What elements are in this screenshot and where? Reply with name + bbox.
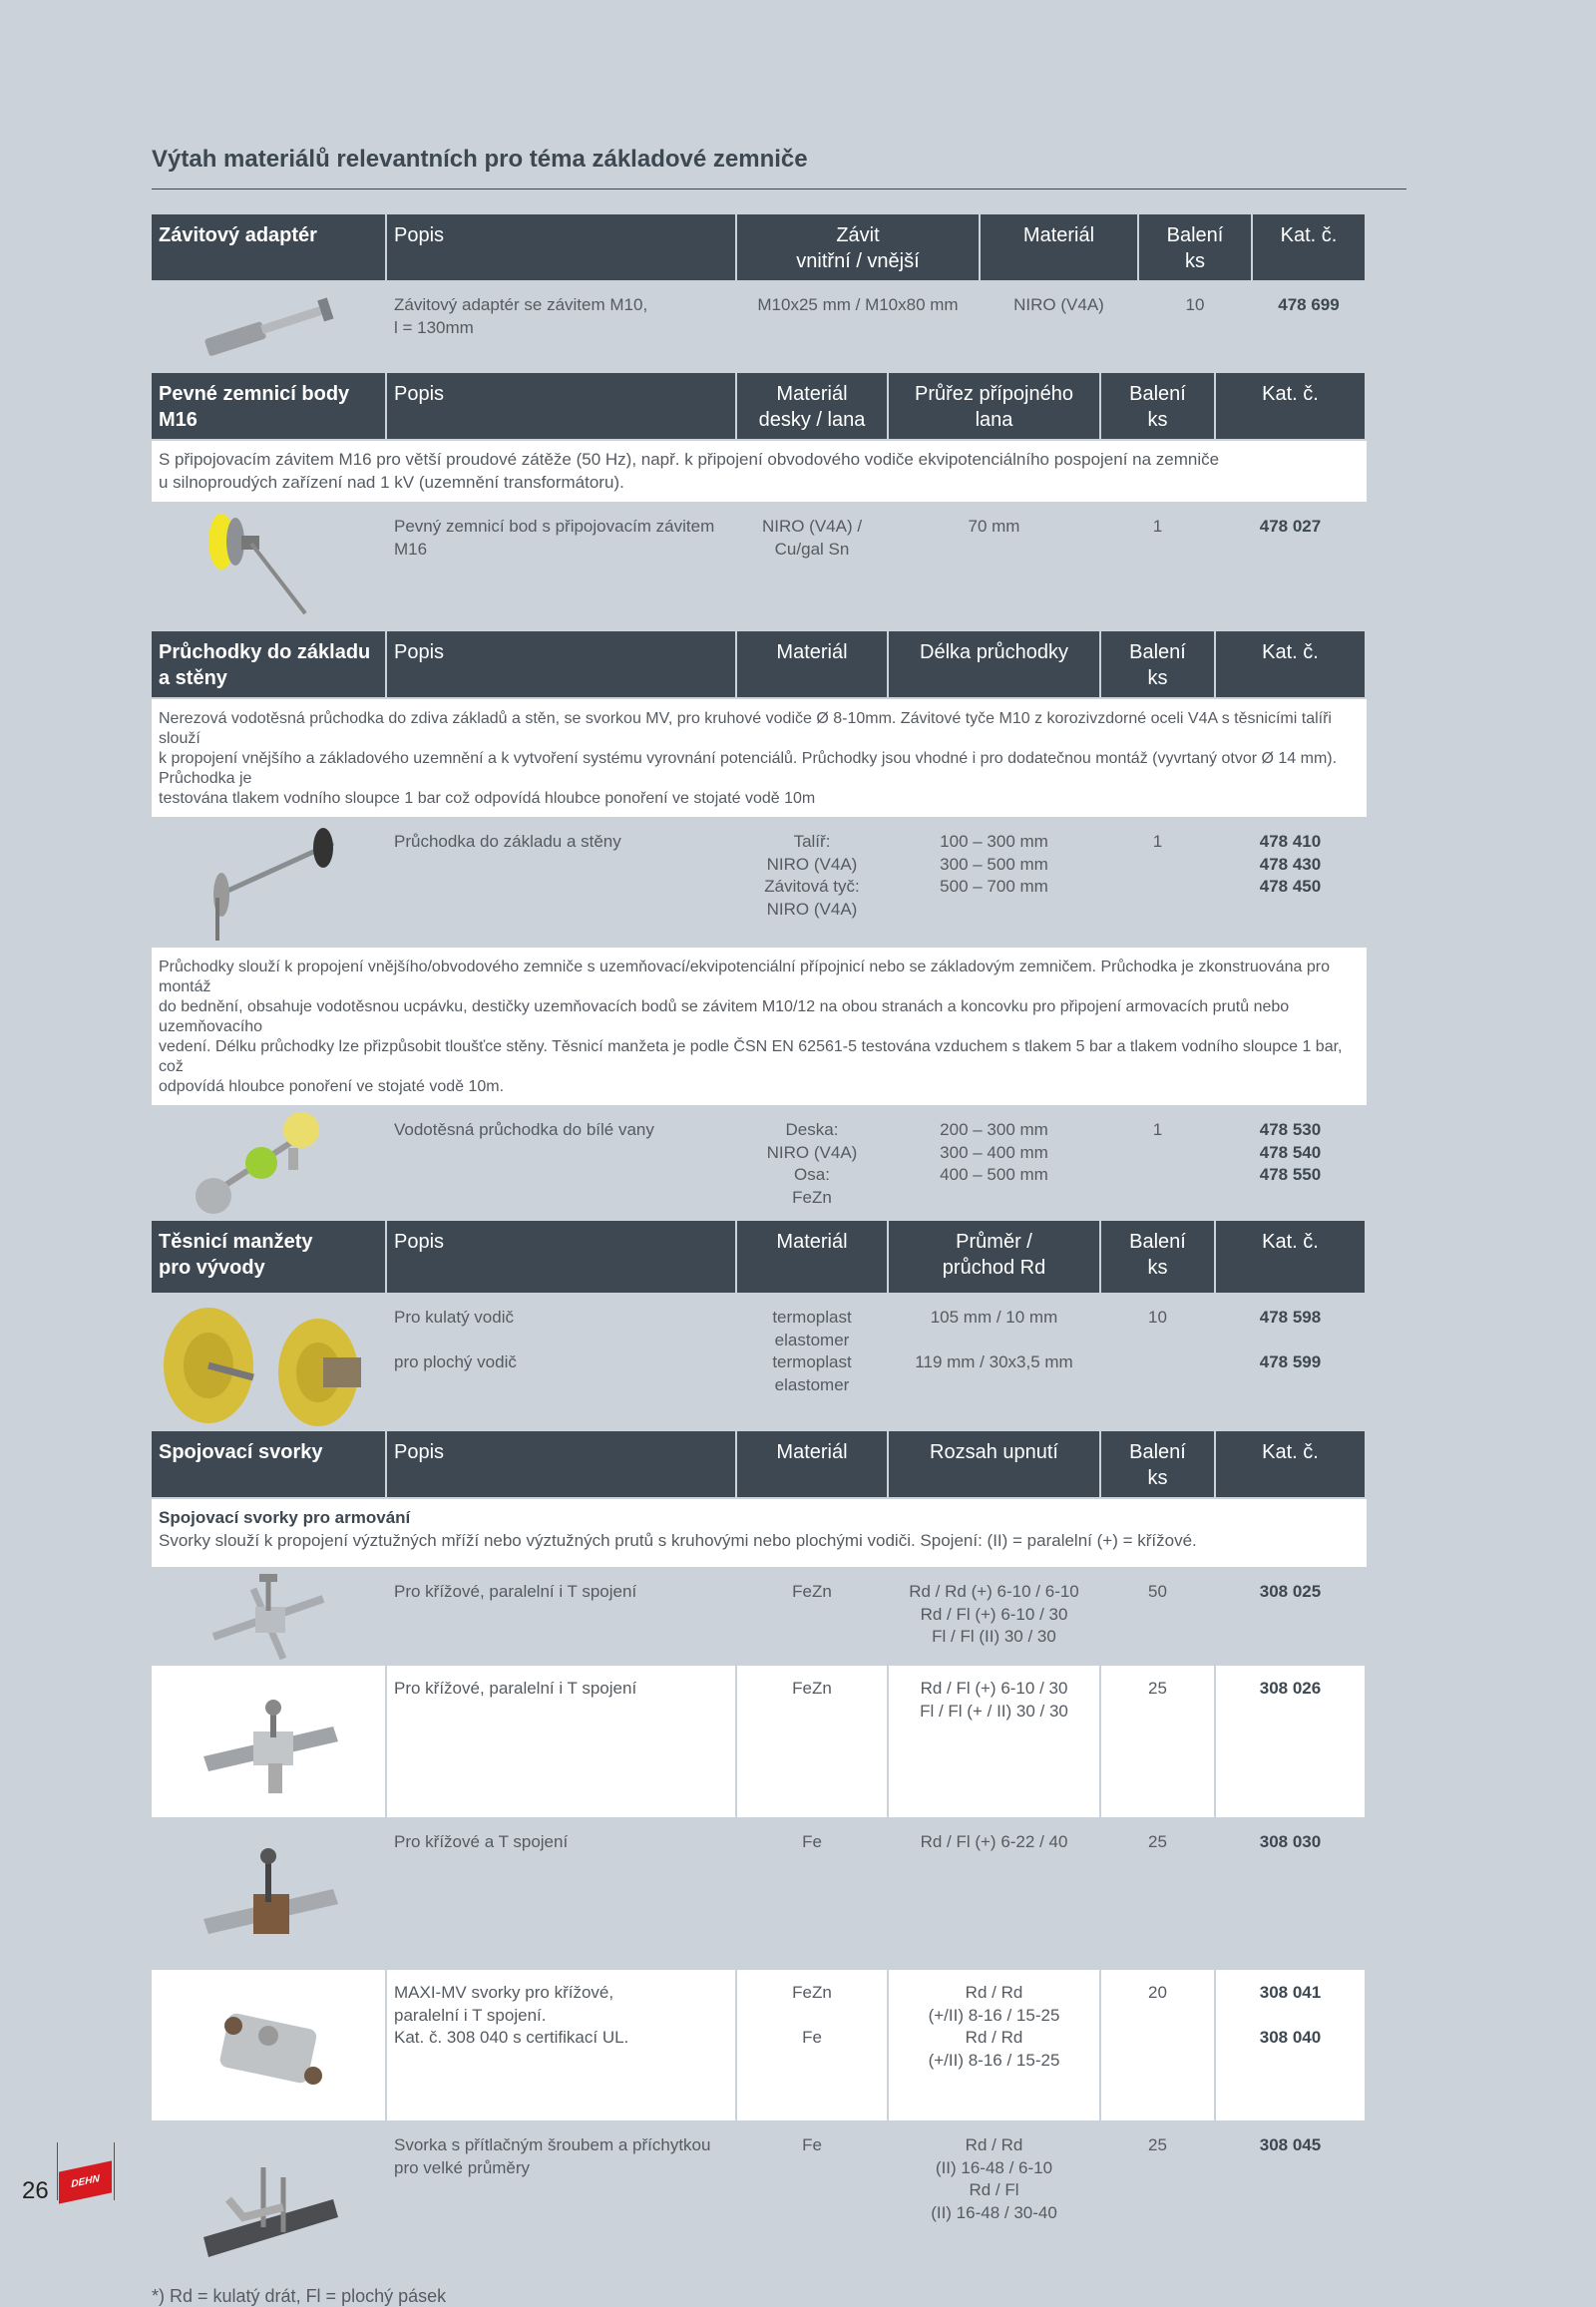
material-cell: Deska: NIRO (V4A) Osa: FeZn (737, 1107, 887, 1219)
table-row (152, 282, 1367, 371)
catalog-number-cell: 478 699 (1253, 282, 1365, 371)
spec-cell: NIRO (V4A) (981, 282, 1137, 371)
section-title: Pevné zemnicí body M16 (152, 373, 385, 439)
description-cell: Svorka s přítlačným šroubem a příchytkou pro velké průměry (387, 2122, 735, 2272)
description-cell: Průchodka do základu a stěny (387, 819, 735, 946)
col-spec: Rozsah upnutí (889, 1431, 1099, 1497)
col-material: Závit vnitřní / vnější (737, 214, 979, 280)
table-header (152, 373, 1367, 439)
table-row (152, 1970, 1367, 2120)
table-row (152, 1107, 1367, 1219)
col-spec: Materiál (981, 214, 1137, 280)
description-cell: Pro křížové a T spojení (387, 1819, 735, 1968)
spec-cell: 105 mm / 10 mm 119 mm / 30x3,5 mm (889, 1295, 1099, 1429)
description-cell: Pevný zemnicí bod s připojovacím závitem M16 (387, 504, 735, 629)
col-material: Materiál (737, 631, 887, 697)
description-title: Spojovací svorky pro armování (159, 1508, 411, 1527)
col-popis: Popis (387, 1221, 735, 1293)
package-qty-cell: 25 (1101, 1819, 1214, 1968)
product-tables (152, 214, 1367, 2307)
section (152, 1431, 1367, 2272)
pressure-screw-clamp-icon (152, 2122, 385, 2272)
section-title: Těsnicí manžety pro vývody (152, 1221, 385, 1293)
material-cell: termoplast elastomer termoplast elastomer (737, 1295, 887, 1429)
table-header (152, 1221, 1367, 1293)
col-kat: Kat. č. (1216, 631, 1365, 697)
section (152, 214, 1367, 371)
catalog-number-cell: 478 530 478 540 478 550 (1216, 1107, 1365, 1219)
col-baleni: Balení ks (1101, 1431, 1214, 1497)
col-kat: Kat. č. (1216, 373, 1365, 439)
package-qty-cell: 20 (1101, 1970, 1214, 2120)
sections-host (152, 214, 1367, 2272)
description-cell: Pro křížové, paralelní i T spojení (387, 1666, 735, 1817)
wall-bushing-icon (152, 819, 385, 946)
table-row (152, 1819, 1367, 1968)
col-baleni: Balení ks (1139, 214, 1251, 280)
description-text: S připojovacím závitem M16 pro větší proudové zátěže (50 Hz), např. k připojení obvodového vodiče ekvipotenciálního pospojení na zemniče u silnoproudých zařízení nad 1 kV (uzemnění transformátoru). (159, 450, 1220, 492)
table-row (152, 1295, 1367, 1429)
catalog-number-cell: 308 045 (1216, 2122, 1365, 2272)
section (152, 373, 1367, 629)
col-popis: Popis (387, 631, 735, 697)
section-description (152, 699, 1367, 817)
section-description (152, 948, 1367, 1105)
package-qty-cell: 1 (1101, 504, 1214, 629)
material-cell: M10x25 mm / M10x80 mm (737, 282, 979, 371)
spec-cell: 200 – 300 mm 300 – 400 mm 400 – 500 mm (889, 1107, 1099, 1219)
title-divider (152, 189, 1406, 190)
spec-cell: 100 – 300 mm 300 – 500 mm 500 – 700 mm (889, 819, 1099, 946)
cross-t-clamp-icon (152, 1819, 385, 1968)
catalog-number-cell: 308 041 308 040 (1216, 1970, 1365, 2120)
table-row (152, 504, 1367, 629)
catalog-number-cell: 478 410 478 430 478 450 (1216, 819, 1365, 946)
col-baleni: Balení ks (1101, 373, 1214, 439)
col-material: Materiál (737, 1221, 887, 1293)
description-cell: Pro kulatý vodič pro plochý vodič (387, 1295, 735, 1429)
table-row (152, 819, 1367, 946)
catalog-number-cell: 478 598 478 599 (1216, 1295, 1365, 1429)
description-cell: Vodotěsná průchodka do bílé vany (387, 1107, 735, 1219)
table-header (152, 1431, 1367, 1497)
sealing-collar-icon (152, 1295, 385, 1429)
spec-cell: Rd / Rd (II) 16-48 / 6-10 Rd / Fl (II) 16-48 / 30-40 (889, 2122, 1099, 2272)
section (152, 631, 1367, 1219)
earthing-point-icon (152, 504, 385, 629)
material-cell: Fe (737, 1819, 887, 1968)
divider (57, 2142, 58, 2200)
table-header (152, 214, 1367, 280)
col-baleni: Balení ks (1101, 631, 1214, 697)
flat-strip-clamp-icon (152, 1666, 385, 1817)
col-kat: Kat. č. (1253, 214, 1365, 280)
section (152, 1221, 1367, 1429)
spec-cell: Rd / Fl (+) 6-10 / 30 Fl / Fl (+ / II) 30 / 30 (889, 1666, 1099, 1817)
package-qty-cell: 25 (1101, 2122, 1214, 2272)
table-header (152, 631, 1367, 697)
material-cell: Talíř: NIRO (V4A) Závitová tyč: NIRO (V4A) (737, 819, 887, 946)
package-qty-cell: 25 (1101, 1666, 1214, 1817)
spec-cell: Rd / Fl (+) 6-22 / 40 (889, 1819, 1099, 1968)
col-baleni: Balení ks (1101, 1221, 1214, 1293)
col-spec: Průřez přípojného lana (889, 373, 1099, 439)
description-text: Svorky slouží k propojení výztužných mříží nebo výztužných prutů s kruhovými nebo plochými vodiči. Spojení: (II) = paralelní (+) = křížové. (159, 1530, 1197, 1550)
white-tank-bushing-icon (152, 1107, 385, 1219)
package-qty-cell: 10 (1139, 282, 1251, 371)
col-material: Materiál desky / lana (737, 373, 887, 439)
col-kat: Kat. č. (1216, 1431, 1365, 1497)
package-qty-cell: 10 (1101, 1295, 1214, 1429)
description-cell: MAXI-MV svorky pro křížové, paralelní i T spojení. Kat. č. 308 040 s certifikací UL. (387, 1970, 735, 2120)
section-title: Spojovací svorky (152, 1431, 385, 1497)
description-cell: Závitový adaptér se závitem M10, l = 130mm (387, 282, 735, 371)
maxi-mv-clamp-icon (152, 1970, 385, 2120)
spec-cell: 70 mm (889, 504, 1099, 629)
description-text: Nerezová vodotěsná průchodka do zdiva základů a stěn, se svorkou MV, pro kruhové vodiče Ø 8-10mm. Závitové tyče M10 z korozivzdorné oceli V4A s těsnicími talíři slouží k propojení vnějšího a základového uzemnění a k vytvoření systému vyrovnání potenciálů. Průchodky jsou vhodné i pro dodatečnou montáž (vyvrtaný otvor Ø 14 mm). Průchodka je testována tlakem vodního sloupce 1 bar což odpovídá hloubce ponoření ve stojaté vodě 10m (159, 710, 1338, 807)
dehn-logo: DEHN (59, 2160, 112, 2203)
package-qty-cell: 1 (1101, 1107, 1214, 1219)
col-popis: Popis (387, 214, 735, 280)
package-qty-cell: 1 (1101, 819, 1214, 946)
catalog-number-cell: 308 030 (1216, 1819, 1365, 1968)
section-description (152, 441, 1367, 502)
section-title: Průchodky do základu a stěny (152, 631, 385, 697)
col-kat: Kat. č. (1216, 1221, 1365, 1293)
material-cell: FeZn Fe (737, 1970, 887, 2120)
section-title: Závitový adaptér (152, 214, 385, 280)
page-title: Výtah materiálů relevantních pro téma základové zemniče (152, 146, 808, 173)
table-row (152, 1569, 1367, 1664)
spec-cell: Rd / Rd (+) 6-10 / 6-10 Rd / Fl (+) 6-10 / 30 Fl / Fl (II) 30 / 30 (889, 1569, 1099, 1664)
catalog-number-cell: 308 026 (1216, 1666, 1365, 1817)
cross-clamp-icon (152, 1569, 385, 1664)
table-row (152, 1666, 1367, 1817)
col-spec: Délka průchodky (889, 631, 1099, 697)
col-popis: Popis (387, 373, 735, 439)
col-material: Materiál (737, 1431, 887, 1497)
material-cell: FeZn (737, 1569, 887, 1664)
threaded-adapter-icon (152, 282, 385, 371)
material-cell: FeZn (737, 1666, 887, 1817)
page-number: 26 (22, 2177, 49, 2204)
description-cell: Pro křížové, paralelní i T spojení (387, 1569, 735, 1664)
spec-cell: Rd / Rd (+/II) 8-16 / 15-25 Rd / Rd (+/II) 8-16 / 15-25 (889, 1970, 1099, 2120)
package-qty-cell: 50 (1101, 1569, 1214, 1664)
material-cell: Fe (737, 2122, 887, 2272)
description-text: Průchodky slouží k propojení vnějšího/obvodového zemniče s uzemňovací/ekvipotenciální přípojnicí nebo se základovým zemničem. Průchodka je zkonstruována pro montáž do bednění, obsahuje vodotěsnou ucpávku, destičky uzemňovacích bodů se závitem M10/12 na obou stranách a koncovku pro připojení armovacích prutů nebo uzemňovacího vedení. Délku průchodky lze přizpůsobit tloušťce stěny. Těsnicí manžeta je podle ČSN EN 62561-5 testována vzduchem s tlakem 5 bar a tlakem vodního sloupce 1 bar, což odpovídá hloubce ponoření ve stojaté vodě 10m. (159, 959, 1343, 1095)
table-row (152, 2122, 1367, 2272)
footnote: *) Rd = kulatý drát, Fl = plochý pásek (152, 2286, 447, 2306)
material-cell: NIRO (V4A) / Cu/gal Sn (737, 504, 887, 629)
col-popis: Popis (387, 1431, 735, 1497)
catalog-number-cell: 308 025 (1216, 1569, 1365, 1664)
col-spec: Průměr / průchod Rd (889, 1221, 1099, 1293)
section-description (152, 1499, 1367, 1567)
catalog-number-cell: 478 027 (1216, 504, 1365, 629)
divider (114, 2142, 115, 2200)
